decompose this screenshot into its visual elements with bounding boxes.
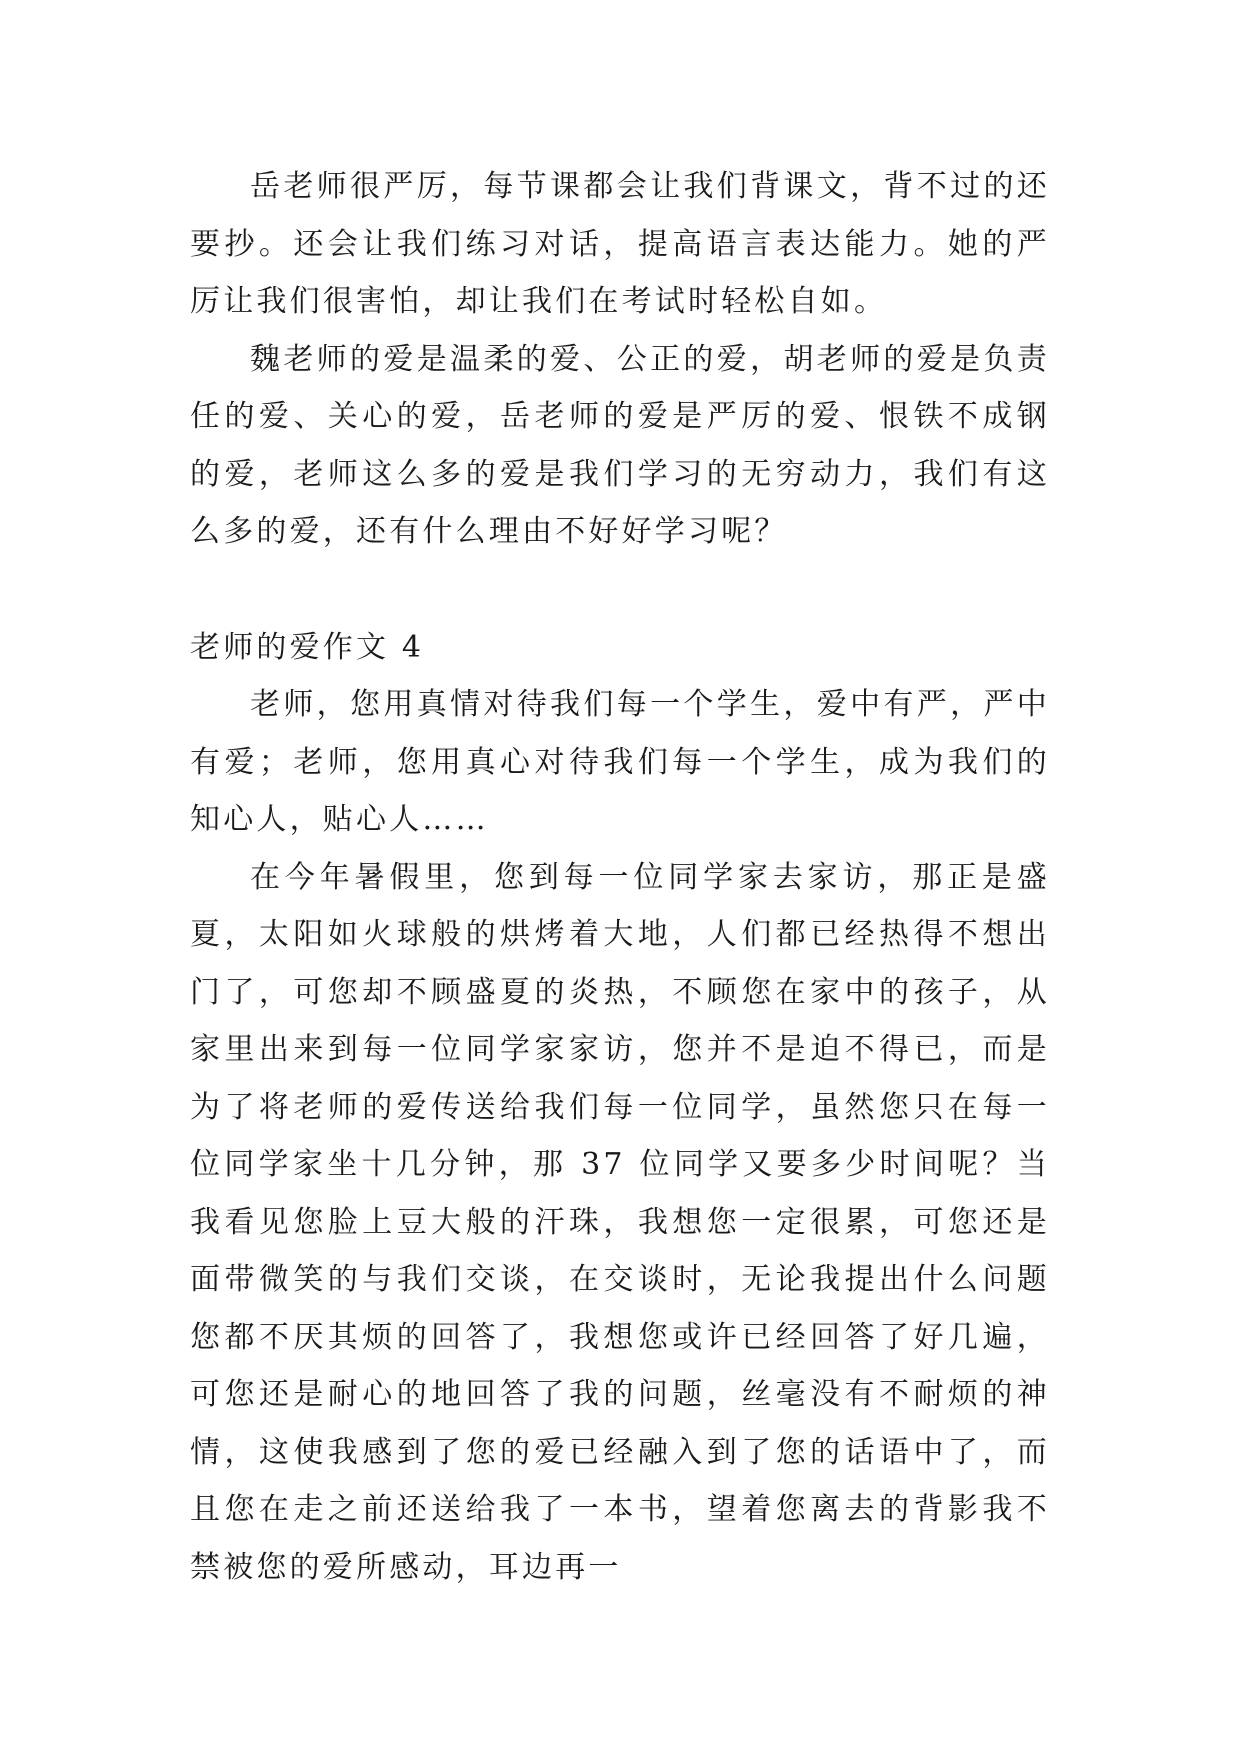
paragraph-summer-visit: 在今年暑假里，您到每一位同学家去家访，那正是盛夏，太阳如火球般的烘烤着大地，人们都已经热得不想出门了，可您却不顾盛夏的炎热，不顾您在家中的孩子，从家里出来到每一位同学家家访，您并不是迫不得已，而是为了将老师的爱传送给我们每一位同学，虽然您只在每一位同学家坐十几分钟，那 37 位同学又要多少时间呢？当我看见您脸上豆大般的汗珠，我想您一定很累，可您还是面带微笑的与我们交谈，在交谈时，无论我提出什么问题您都不厌其烦的回答了，我想您或许已经回答了好几遍，可您还是耐心的地回答了我的问题，丝毫没有不耐烦的神情，这使我感到了您的爱已经融入到了您的话语中了，而且您在走之前还送给我了一本书，望着您离去的背影我不禁被您的爱所感动，耳边再一 bbox=[190, 859, 1050, 1585]
document-body bbox=[190, 158, 1050, 1596]
paragraph-intro: 老师，您用真情对待我们每一个学生，爱中有严，严中有爱；老师，您用真心对待我们每一个学生，成为我们的知心人，贴心人…… bbox=[190, 687, 1050, 837]
paragraph-yue-teacher: 岳老师很严厉，每节课都会让我们背课文，背不过的还要抄。还会让我们练习对话，提高语言表达能力。她的严厉让我们很害怕，却让我们在考试时轻松自如。 bbox=[190, 169, 1050, 319]
paragraph-teachers-love: 魏老师的爱是温柔的爱、公正的爱，胡老师的爱是负责任的爱、关心的爱，岳老师的爱是严厉的爱、恨铁不成钢的爱，老师这么多的爱是我们学习的无穷动力，我们有这么多的爱，还有什么理由不好好学习呢？ bbox=[190, 341, 1050, 549]
section-title: 老师的爱作文 4 bbox=[190, 629, 425, 665]
